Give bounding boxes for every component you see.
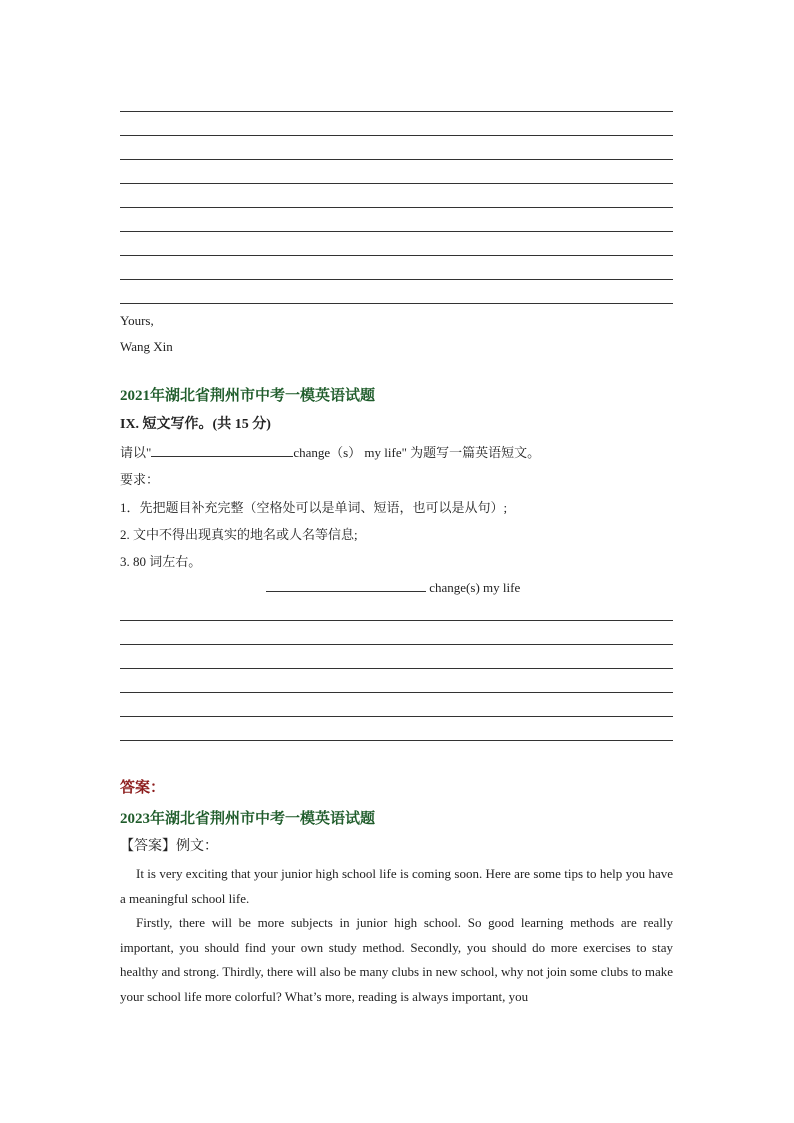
title-line-suffix: change(s) my life	[429, 580, 521, 595]
prompt-suffix: change（s） my life" 为题写一篇英语短文。	[293, 445, 541, 460]
writing-line	[120, 279, 673, 280]
title-blank	[266, 579, 426, 592]
writing-line	[120, 620, 673, 621]
writing-line	[120, 111, 673, 112]
essay-paragraph: Firstly, there will be more subjects in junior high school. So good learning methods are really important, you should find your own study method. Secondly, you should do more exercises to stay healthy and strong. Thirdly, there will also be many clubs in new school, why not join some clubs to make your school life more colorful? What’s more, reading is always important, you	[120, 915, 673, 1004]
writing-line	[120, 740, 673, 741]
writing-line	[120, 692, 673, 693]
sample-essay	[120, 862, 673, 1009]
essay-paragraph: It is very exciting that your junior high school life is coming soon. Here are some tips to help you have a meaningful school life.	[120, 866, 673, 906]
requirement-item: 1．先把题目补充完整（空格处可以是单词、短语，也可以是从句）;	[120, 500, 508, 515]
letter-closing: Yours,	[120, 313, 154, 328]
writing-line	[120, 183, 673, 184]
part-heading: IX. 短文写作。(共 15 分)	[120, 417, 271, 432]
answers-label: 答案：	[120, 780, 166, 796]
writing-line	[120, 716, 673, 717]
writing-line	[120, 135, 673, 136]
section-title-2021: 2021年湖北省荆州市中考一模英语试题	[120, 388, 376, 404]
prompt-blank	[151, 444, 293, 457]
writing-line	[120, 644, 673, 645]
requirements-label: 要求：	[120, 472, 160, 487]
prompt-prefix: 请以"	[120, 445, 152, 460]
essay-title-line	[266, 579, 520, 597]
writing-prompt	[120, 444, 540, 462]
writing-line	[120, 303, 673, 304]
writing-line	[120, 668, 673, 669]
letter-signature: Wang Xin	[120, 339, 173, 354]
requirement-item: 2. 文中不得出现真实的地名或人名等信息;	[120, 527, 358, 542]
writing-line	[120, 159, 673, 160]
requirement-item: 3. 80 词左右。	[120, 554, 202, 569]
writing-line	[120, 231, 673, 232]
answer-tag: 【答案】例文：	[120, 839, 218, 854]
writing-line	[120, 207, 673, 208]
section-title-2023: 2023年湖北省荆州市中考一模英语试题	[120, 811, 376, 827]
writing-line	[120, 255, 673, 256]
